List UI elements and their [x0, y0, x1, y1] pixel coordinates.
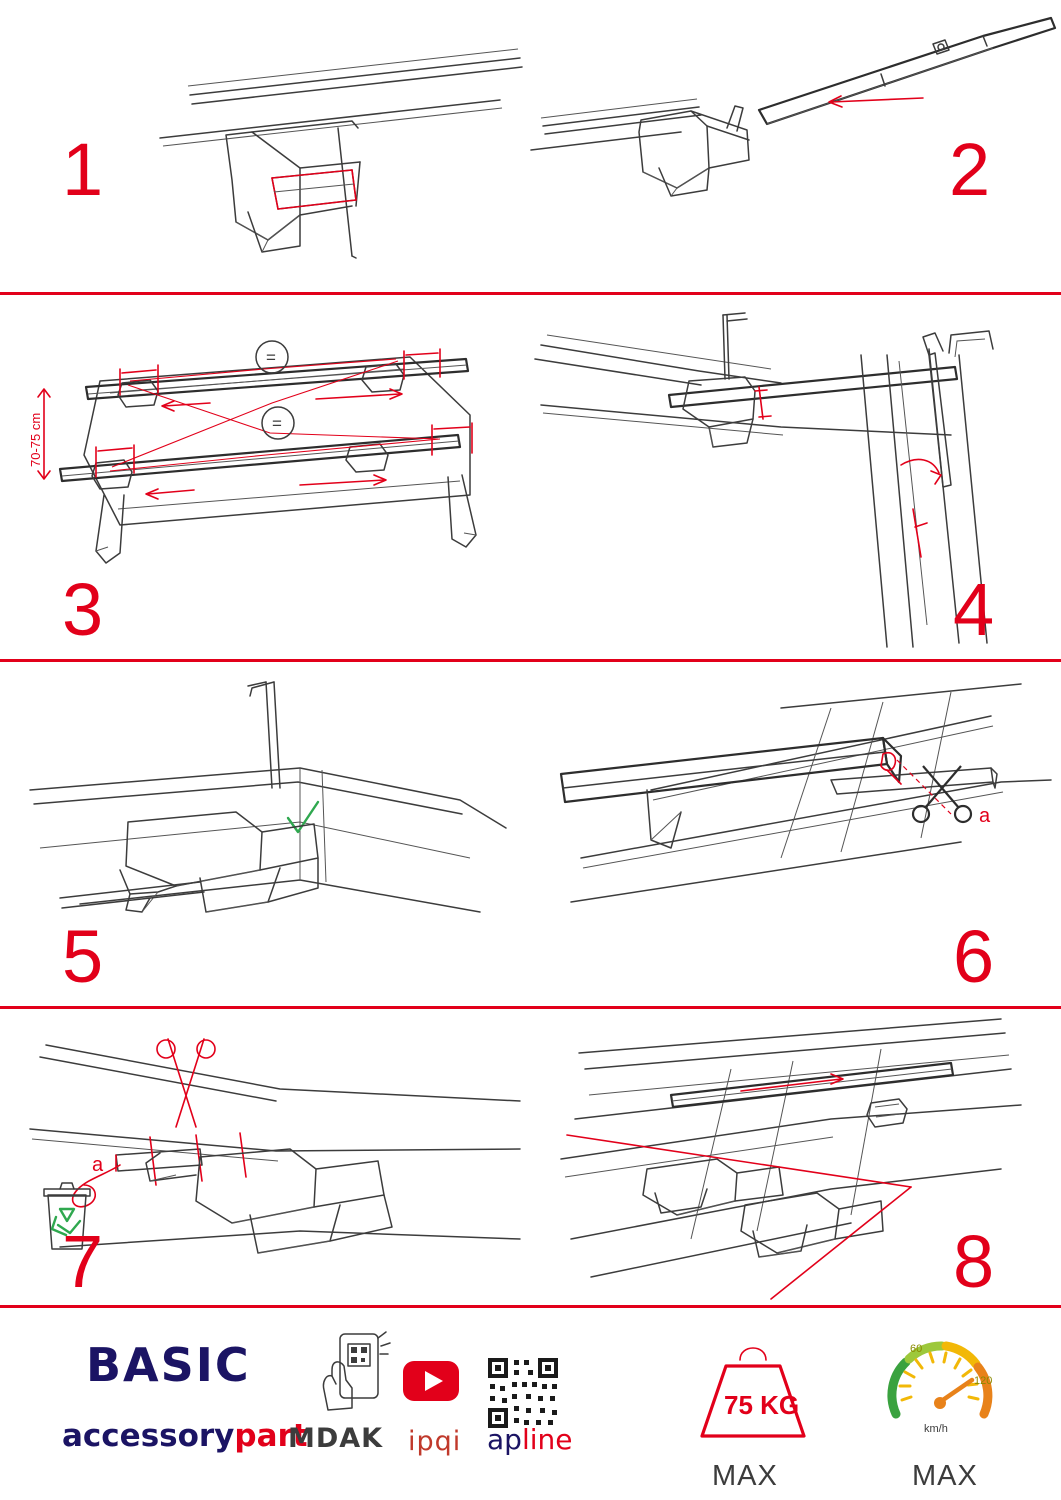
step-number-2: 2: [949, 128, 991, 211]
max-load-caption: MAX: [712, 1460, 778, 1492]
phone-qr-scan-icon: [318, 1330, 392, 1416]
step-panel-4: [531, 295, 1061, 659]
qr-code-icon[interactable]: [486, 1356, 560, 1430]
gauge-unit-label: km/h: [924, 1423, 948, 1435]
step-number-8: 8: [953, 1220, 995, 1303]
step-panel-3: [0, 295, 530, 659]
youtube-icon[interactable]: [402, 1360, 460, 1402]
step-number-3: 3: [62, 568, 104, 651]
cut-marker-a-6: a: [979, 805, 991, 827]
logo-apline-line: line: [521, 1423, 573, 1456]
step-panel-5: [0, 662, 530, 1006]
scissors-icon: [913, 766, 971, 822]
brand-title: BASIC: [86, 1338, 251, 1392]
cut-marker-a-7: a: [92, 1154, 104, 1176]
logo-apline-ap: ap: [487, 1423, 522, 1456]
equal-sign-2: =: [272, 414, 282, 433]
max-load-value: 75 KG: [724, 1390, 800, 1420]
step-number-5: 5: [62, 915, 104, 998]
step-number-4: 4: [953, 568, 995, 651]
scissors-icon-red: [157, 1039, 215, 1127]
logo-apline: [487, 1423, 572, 1456]
brand-subtitle-accessory: accessory: [62, 1418, 235, 1454]
gauge-tick-60: 60: [910, 1343, 923, 1355]
footer: [0, 1308, 1061, 1500]
step-panel-8: [531, 1009, 1061, 1305]
brand-subtitle-part: part: [234, 1418, 308, 1454]
step-number-6: 6: [953, 915, 995, 998]
step-panel-1: [0, 0, 530, 292]
max-speed-caption: MAX: [912, 1460, 978, 1492]
distance-label: 70-75 cm: [28, 412, 43, 467]
max-load-icon: [688, 1326, 818, 1448]
max-speed-gauge-icon: [880, 1328, 1000, 1450]
brand-subtitle: [62, 1418, 308, 1454]
step-panel-2: [531, 0, 1061, 292]
logo-ipqi: ipqi: [408, 1426, 462, 1457]
step-panel-6: [531, 662, 1061, 1006]
step-number-1: 1: [62, 128, 104, 211]
gauge-tick-120: 120: [974, 1375, 993, 1387]
equal-sign-1: =: [266, 348, 276, 367]
step-number-7: 7: [62, 1220, 104, 1303]
logo-mdak: MDAK: [288, 1423, 384, 1454]
step-panel-7: [0, 1009, 530, 1305]
